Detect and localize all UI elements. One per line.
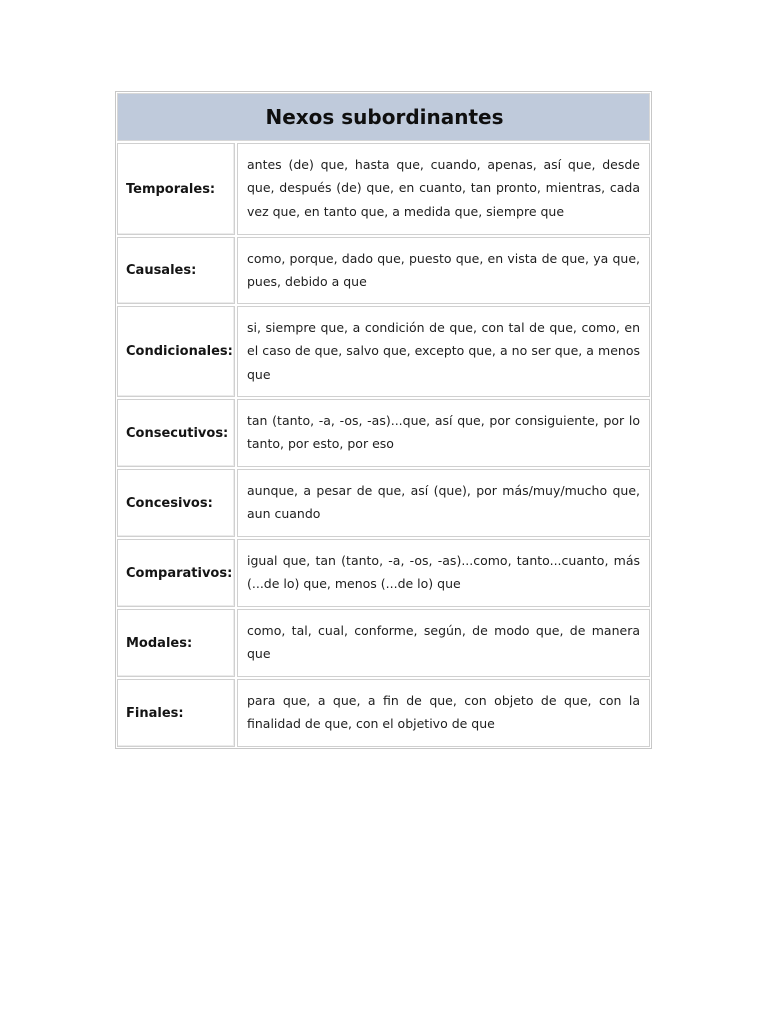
table-row-comparativos: [117, 539, 650, 607]
row-text: como, tal, cual, conforme, según, de modo que, de manera que: [237, 609, 650, 677]
table-row-concesivos: [117, 469, 650, 537]
table-row-condicionales: [117, 306, 650, 397]
table-row-causales: [117, 237, 650, 304]
row-text: si, siempre que, a condición de que, con tal de que, como, en el caso de que, salvo que, excepto que, a no ser que, a menos que: [237, 306, 650, 397]
table-row-consecutivos: [117, 399, 650, 467]
row-label: Finales:: [117, 679, 235, 747]
table-row-finales: [117, 679, 650, 747]
row-label: Comparativos:: [117, 539, 235, 607]
table-title: Nexos subordinantes: [265, 105, 504, 129]
row-label: Concesivos:: [117, 469, 235, 537]
row-text: aunque, a pesar de que, así (que), por más/muy/mucho que, aun cuando: [237, 469, 650, 537]
table-title-bar: [117, 93, 650, 141]
nexos-table: [115, 91, 652, 749]
row-text: igual que, tan (tanto, -a, -os, -as)...como, tanto...cuanto, más (...de lo) que, menos (...de lo) que: [237, 539, 650, 607]
table-row-temporales: [117, 143, 650, 235]
row-text: antes (de) que, hasta que, cuando, apenas, así que, desde que, después (de) que, en cuanto, tan pronto, mientras, cada vez que, en tanto que, a medida que, siempre que: [237, 143, 650, 235]
row-text: como, porque, dado que, puesto que, en vista de que, ya que, pues, debido a que: [237, 237, 650, 304]
row-label: Temporales:: [117, 143, 235, 235]
row-label: Causales:: [117, 237, 235, 304]
row-text: para que, a que, a fin de que, con objeto de que, con la finalidad de que, con el objetivo de que: [237, 679, 650, 747]
table-row-modales: [117, 609, 650, 677]
row-label: Modales:: [117, 609, 235, 677]
row-text: tan (tanto, -a, -os, -as)...que, así que, por consiguiente, por lo tanto, por esto, por eso: [237, 399, 650, 467]
row-label: Consecutivos:: [117, 399, 235, 467]
row-label: Condicionales:: [117, 306, 235, 397]
